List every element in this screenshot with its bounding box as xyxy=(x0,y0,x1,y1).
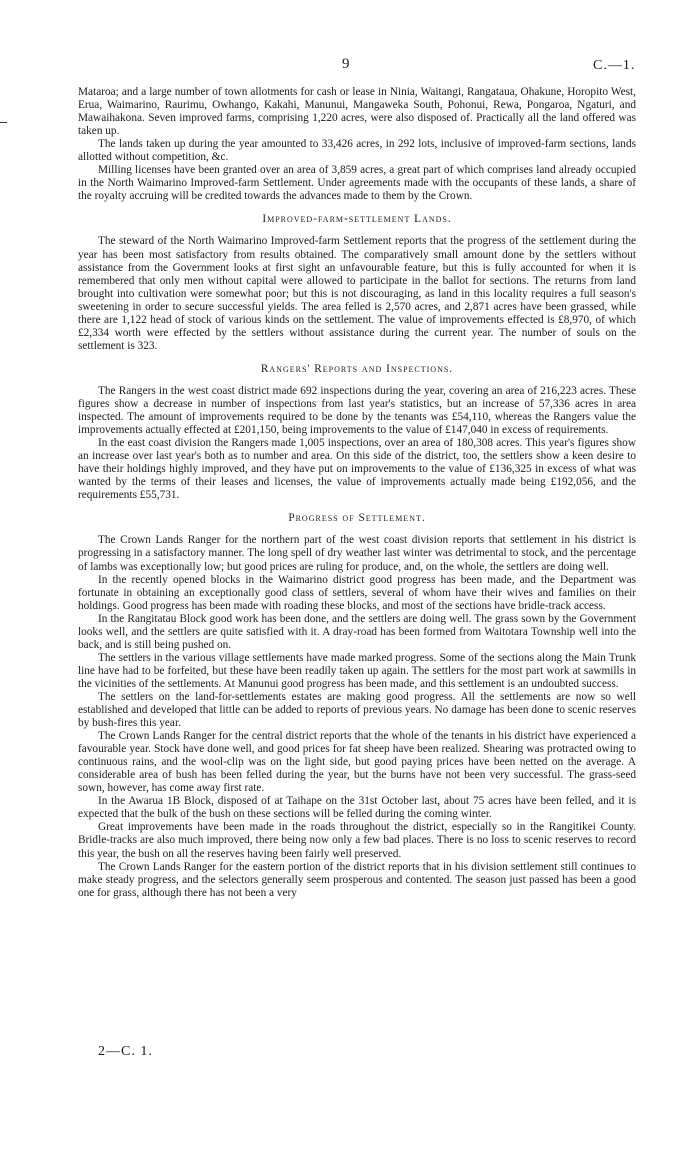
paragraph-progress-waimarino: In the recently opened blocks in the Waimarino district good progress has been made, and the Department was fortunate in obtaining an exceptionally good class of settlers, several of whom have their wives and families on their holdings. Good progress has been made with roading these blocks, and most of the sections have bridle-track access. xyxy=(78,573,636,612)
document-body xyxy=(78,86,636,900)
paragraph-progress-central: The Crown Lands Ranger for the central district reports that the whole of the tenants in his district have experienced a favourable year. Stock have done well, and good prices for fat sheep have been realized. Shearing was protracted owing to continuous rains, and the wool-clip was on the light side, but good paying prices have been netted on the average. A considerable area of bush has been felled during the year, but the burns have not been very successful. The grass-seed sown, however, has come away first rate. xyxy=(78,730,636,795)
margin-mark xyxy=(0,122,7,123)
paragraph-progress-roads: Great improvements have been made in the roads throughout the district, especially so in the Rangitikei County. Bridle-tracks are also much improved, there being now only a few bad places. There is no loss to scenic reserves to record this year, the bush on all the reserves having been fairly well preserved. xyxy=(78,821,636,860)
signature-mark: 2—C. 1. xyxy=(98,1044,153,1059)
paragraph-progress-eastern: The Crown Lands Ranger for the eastern portion of the district reports that in his division settlement still continues to make steady progress, and the selectors generally seem prosperous and contented. The season just passed has been a good one for grass, although there has not been a very xyxy=(78,860,636,899)
paragraph-lands-taken: The lands taken up during the year amounted to 33,426 acres, in 292 lots, inclusive of improved-farm sections, lands allotted without competition, &c. xyxy=(78,138,636,164)
section-heading-progress: Progress of Settlement. xyxy=(288,512,426,525)
paragraph-steward-report: The steward of the North Waimarino Improved-farm Settlement reports that the progress of the settlement during the year has been most satisfactory from results obtained. The comparatively small amount done by the settlers without assistance from the Government looks at first sight an unfavourable feature, but this is fully accounted for when it is remembered that only men without capital were allowed to participate in the ballot for sections. The returns from land brought into cultivation were somewhat poor; but this is not discouraging, as land in this locality requires a full season's sweetening in order to secure successful yields. The area felled is 2,570 acres, and 2,871 acres have been grassed, while there are 1,122 head of stock of various kinds on the settlement. The value of improvements effected is £8,970, of which £2,334 worth were effected by the settlers without assistance during the current year. The number of souls on the settlement is 323. xyxy=(78,235,636,352)
paragraph-progress-awarua: In the Awarua 1B Block, disposed of at Taihape on the 31st October last, about 75 acres have been felled, and it is expected that the bulk of the bush on these sections will be felled during the coming winter. xyxy=(78,795,636,821)
paragraph-rangers-east: In the east coast division the Rangers made 1,005 inspections, over an area of 180,308 acres. This year's figures show an increase over last year's both as to number and area. On this side of the district, too, the settlers show a keen desire to have their holdings highly improved, and they have put on improvements to the value of £136,325 in excess of what was wanted by the terms of their leases and licenses, the value of improvements actually made being £192,056, and the requirements £55,731. xyxy=(78,437,636,502)
paragraph-progress-village: The settlers in the various village settlements have made marked progress. Some of the sections along the Main Trunk line have had to be forfeited, but these have been readily taken up again. The settlers for the most part work at sawmills in the vicinities of the settlements. At Manunui good progress has been made, and this settlement is an undoubted success. xyxy=(78,651,636,690)
paragraph-progress-northern: The Crown Lands Ranger for the northern part of the west coast division reports that settlement in his district is progressing in a satisfactory manner. The long spell of dry weather last winter was detrimental to stock, and the percentage of lambs was exceptionally low; but good prices are ruling for produce, and, on the whole, the settlers are doing well. xyxy=(78,534,636,573)
section-heading-improved-farm: Improved-farm-settlement Lands. xyxy=(262,213,452,226)
paragraph-progress-rangitatau: In the Rangitatau Block good work has been done, and the settlers are doing well. The grass sown by the Government looks well, and the settlers are quite satisfied with it. A dray-road has been formed from Waitotara Township well into the back, and is still being pushed on. xyxy=(78,612,636,651)
document-reference: C.—1. xyxy=(593,58,636,73)
paragraph-milling-licenses: Milling licenses have been granted over an area of 3,859 acres, a great part of which comprises land already occupied in the North Waimarino Improved-farm Settlement. Under agreements made with the occupants of these lands, a share of the royalty accruing will be credited towards the advances made to them by the Crown. xyxy=(78,164,636,203)
paragraph-progress-estates: The settlers on the land-for-settlements estates are making good progress. All the settlements are now so well established and developed that little can be added to reports of previous years. No damage has been done to scenic reserves by bush-fires this year. xyxy=(78,690,636,730)
page-number: 9 xyxy=(342,56,350,72)
section-heading-rangers-reports: Rangers' Reports and Inspections. xyxy=(260,362,454,375)
paragraph-intro: Mataroa; and a large number of town allotments for cash or lease in Ninia, Waitangi, Rangataua, Ohakune, Horopito West, Erua, Waimarino, Raurimu, Owhango, Kakahi, Manunui, Mangaweka South, Pohonui, Rewa, Pongaroa, Ngaturi, and Mawaihakona. Seven improved farms, comprising 1,220 acres, were also disposed of. Practically all the land offered was taken up. xyxy=(78,86,636,138)
paragraph-rangers-west: The Rangers in the west coast district made 692 inspections during the year, covering an area of 216,223 acres. These figures show a decrease in number of inspections from last year's statistics, but an increase of 57,336 acres in area inspected. The amount of improvements required to be done by the tenants was £54,110, whereas the Rangers value the improvements actually effected at £201,150, being improvements to the value of £147,040 in excess of requirements. xyxy=(78,384,636,437)
